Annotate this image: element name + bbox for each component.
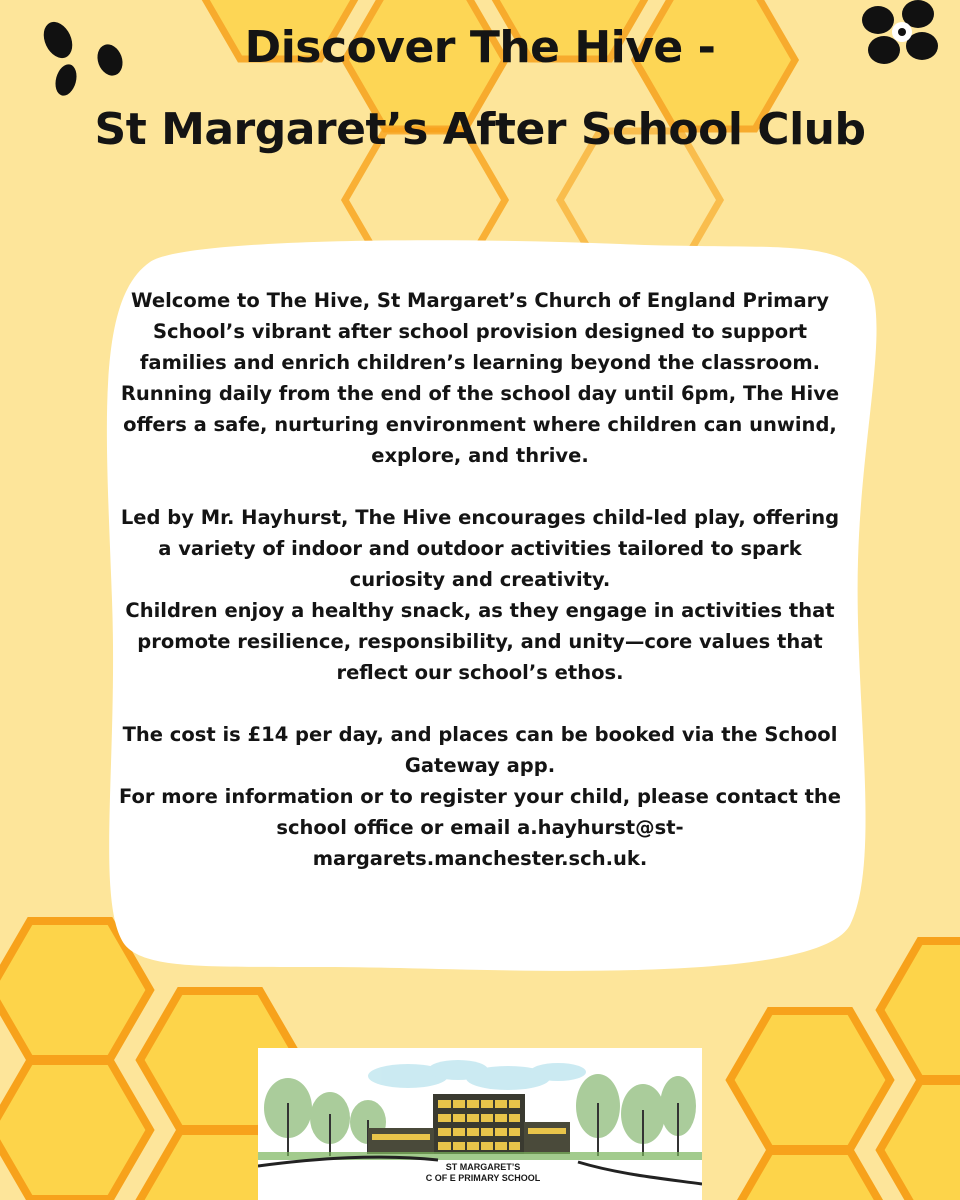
school-name-line-2: C OF E PRIMARY SCHOOL — [425, 1173, 541, 1183]
contact-suffix: . — [639, 847, 648, 870]
cost-paragraph: The cost is £14 per day, and places can be booked via the School Gateway app. — [122, 723, 838, 777]
values-paragraph: Children enjoy a healthy snack, as they engage in activities that promote resilience, responsibility, and unity—core values that reflect our school’s ethos. — [125, 599, 835, 684]
card-body — [112, 285, 848, 874]
page-title-line-2: St Margaret’s After School Club — [94, 104, 866, 155]
page-title-line-1: Discover The Hive - — [244, 22, 716, 73]
contact-text: For more information or to register your child, please contact the school office or email — [118, 785, 842, 839]
contact-paragraph — [112, 781, 848, 874]
welcome-paragraph: Welcome to The Hive, St Margaret’s Church of England Primary School’s vibrant after school provision designed to support families and enrich children’s learning beyond the classroom. — [131, 289, 829, 374]
activities-paragraph: Led by Mr. Hayhurst, The Hive encourages child-led play, offering a variety of indoor and outdoor activities tailored to spark curiosity and creativity. — [120, 506, 840, 591]
school-name-line-1: ST MARGARET’S — [445, 1162, 521, 1172]
email-link[interactable]: a.hayhurst@st-margarets.manchester.sch.uk — [312, 816, 684, 870]
bottom-right-honeycomb — [730, 941, 960, 1200]
hours-paragraph: Running daily from the end of the school day until 6pm, The Hive offers a safe, nurturing environment where children can unwind, explore, and thrive. — [120, 382, 840, 467]
school-logo — [258, 1048, 702, 1200]
school-name — [408, 1162, 558, 1184]
